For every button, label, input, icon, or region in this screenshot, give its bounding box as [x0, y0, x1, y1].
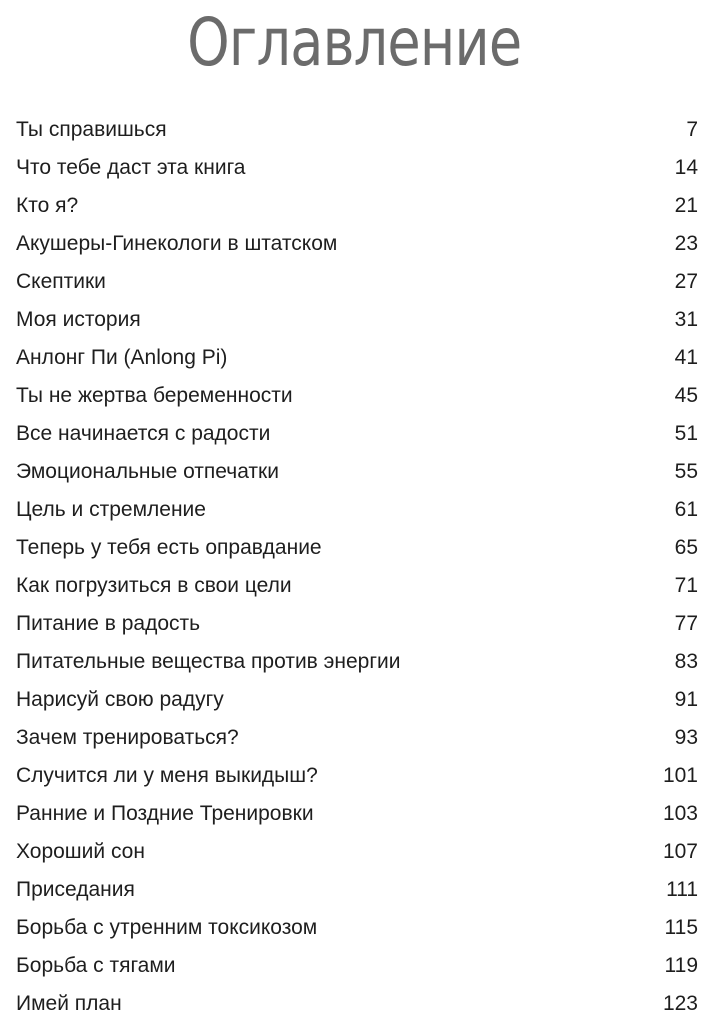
toc-entry-title: Эмоциональные отпечатки — [16, 460, 279, 483]
toc-entry-title: Зачем тренироваться? — [16, 726, 239, 749]
toc-entry[interactable] — [16, 833, 698, 871]
toc-entry-page-number: 55 — [674, 460, 698, 483]
toc-entry[interactable] — [16, 301, 698, 339]
toc-entry-page-number: 101 — [662, 764, 698, 787]
toc-entry-page-number: 83 — [674, 650, 698, 673]
toc-entry-title: Ранние и Поздние Тренировки — [16, 802, 314, 825]
toc-entry-title: Приседания — [16, 878, 135, 901]
toc-entry-page-number: 93 — [674, 726, 698, 749]
toc-entry-title: Хороший сон — [16, 840, 145, 863]
toc-entry-title: Цель и стремление — [16, 498, 206, 521]
toc-entry-page-number: 41 — [674, 346, 698, 369]
toc-entry-title: Нарисуй свою радугу — [16, 688, 224, 711]
toc-entry-page-number: 103 — [662, 802, 698, 825]
toc-entry-page-number: 107 — [662, 840, 698, 863]
toc-entry-page-number: 111 — [666, 878, 698, 901]
toc-entry[interactable] — [16, 909, 698, 947]
toc-entry-page-number: 31 — [674, 308, 698, 331]
toc-entry-title: Скептики — [16, 270, 106, 293]
toc-entry[interactable] — [16, 377, 698, 415]
toc-entry[interactable] — [16, 529, 698, 567]
toc-entry[interactable] — [16, 871, 698, 909]
toc-entry-title: Питательные вещества против энергии — [16, 650, 401, 673]
toc-entry-title: Акушеры-Гинекологи в штатском — [16, 232, 338, 255]
toc-entry-title: Имей план — [16, 992, 122, 1015]
toc-entry-page-number: 115 — [664, 916, 698, 939]
page-title: Оглавление — [187, 4, 522, 81]
toc-entry[interactable] — [16, 491, 698, 529]
toc-entry[interactable] — [16, 339, 698, 377]
toc-entry-page-number: 65 — [674, 536, 698, 559]
toc-entry-title: Анлонг Пи (Anlong Pi) — [16, 346, 228, 369]
toc-entry[interactable] — [16, 567, 698, 605]
toc-entry-page-number: 21 — [674, 194, 698, 217]
toc-entry-title: Как погрузиться в свои цели — [16, 574, 292, 597]
toc-entry[interactable] — [16, 757, 698, 795]
toc-entry[interactable] — [16, 263, 698, 301]
toc-entry[interactable] — [16, 681, 698, 719]
toc-entry[interactable] — [16, 643, 698, 681]
toc-entry-title: Ты не жертва беременности — [16, 384, 293, 407]
toc-entry-page-number: 61 — [674, 498, 698, 521]
toc-entry-page-number: 45 — [674, 384, 698, 407]
toc-entry[interactable] — [16, 225, 698, 263]
toc-entry-page-number: 123 — [662, 992, 698, 1015]
toc-entry[interactable] — [16, 111, 698, 149]
toc-entry-page-number: 51 — [674, 422, 698, 445]
toc-entry[interactable] — [16, 985, 698, 1023]
toc-entry[interactable] — [16, 947, 698, 985]
toc-entry-page-number: 14 — [674, 156, 698, 179]
toc-entry[interactable] — [16, 187, 698, 225]
toc-entry-title: Ты справишься — [16, 118, 167, 141]
toc-entry-title: Теперь у тебя есть оправдание — [16, 536, 322, 559]
toc-entry[interactable] — [16, 795, 698, 833]
toc-entry[interactable] — [16, 605, 698, 643]
table-of-contents — [16, 111, 698, 1023]
toc-entry-page-number: 77 — [674, 612, 698, 635]
toc-entry-title: Питание в радость — [16, 612, 201, 635]
toc-entry[interactable] — [16, 453, 698, 491]
toc-entry-title: Кто я? — [16, 194, 79, 217]
toc-entry-title: Борьба с утренним токсикозом — [16, 916, 318, 939]
toc-entry-page-number: 71 — [674, 574, 698, 597]
toc-entry-page-number: 119 — [664, 954, 698, 977]
toc-entry[interactable] — [16, 415, 698, 453]
toc-entry[interactable] — [16, 149, 698, 187]
toc-entry-title: Случится ли у меня выкидыш? — [16, 764, 318, 787]
toc-entry-title: Борьба с тягами — [16, 954, 176, 977]
toc-entry-page-number: 7 — [686, 118, 698, 141]
toc-entry-page-number: 27 — [674, 270, 698, 293]
toc-entry-title: Все начинается с радости — [16, 422, 271, 445]
toc-entry-page-number: 91 — [674, 688, 698, 711]
toc-entry-title: Моя история — [16, 308, 141, 331]
toc-entry-page-number: 23 — [674, 232, 698, 255]
toc-entry[interactable] — [16, 719, 698, 757]
toc-entry-title: Что тебе даст эта книга — [16, 156, 246, 179]
